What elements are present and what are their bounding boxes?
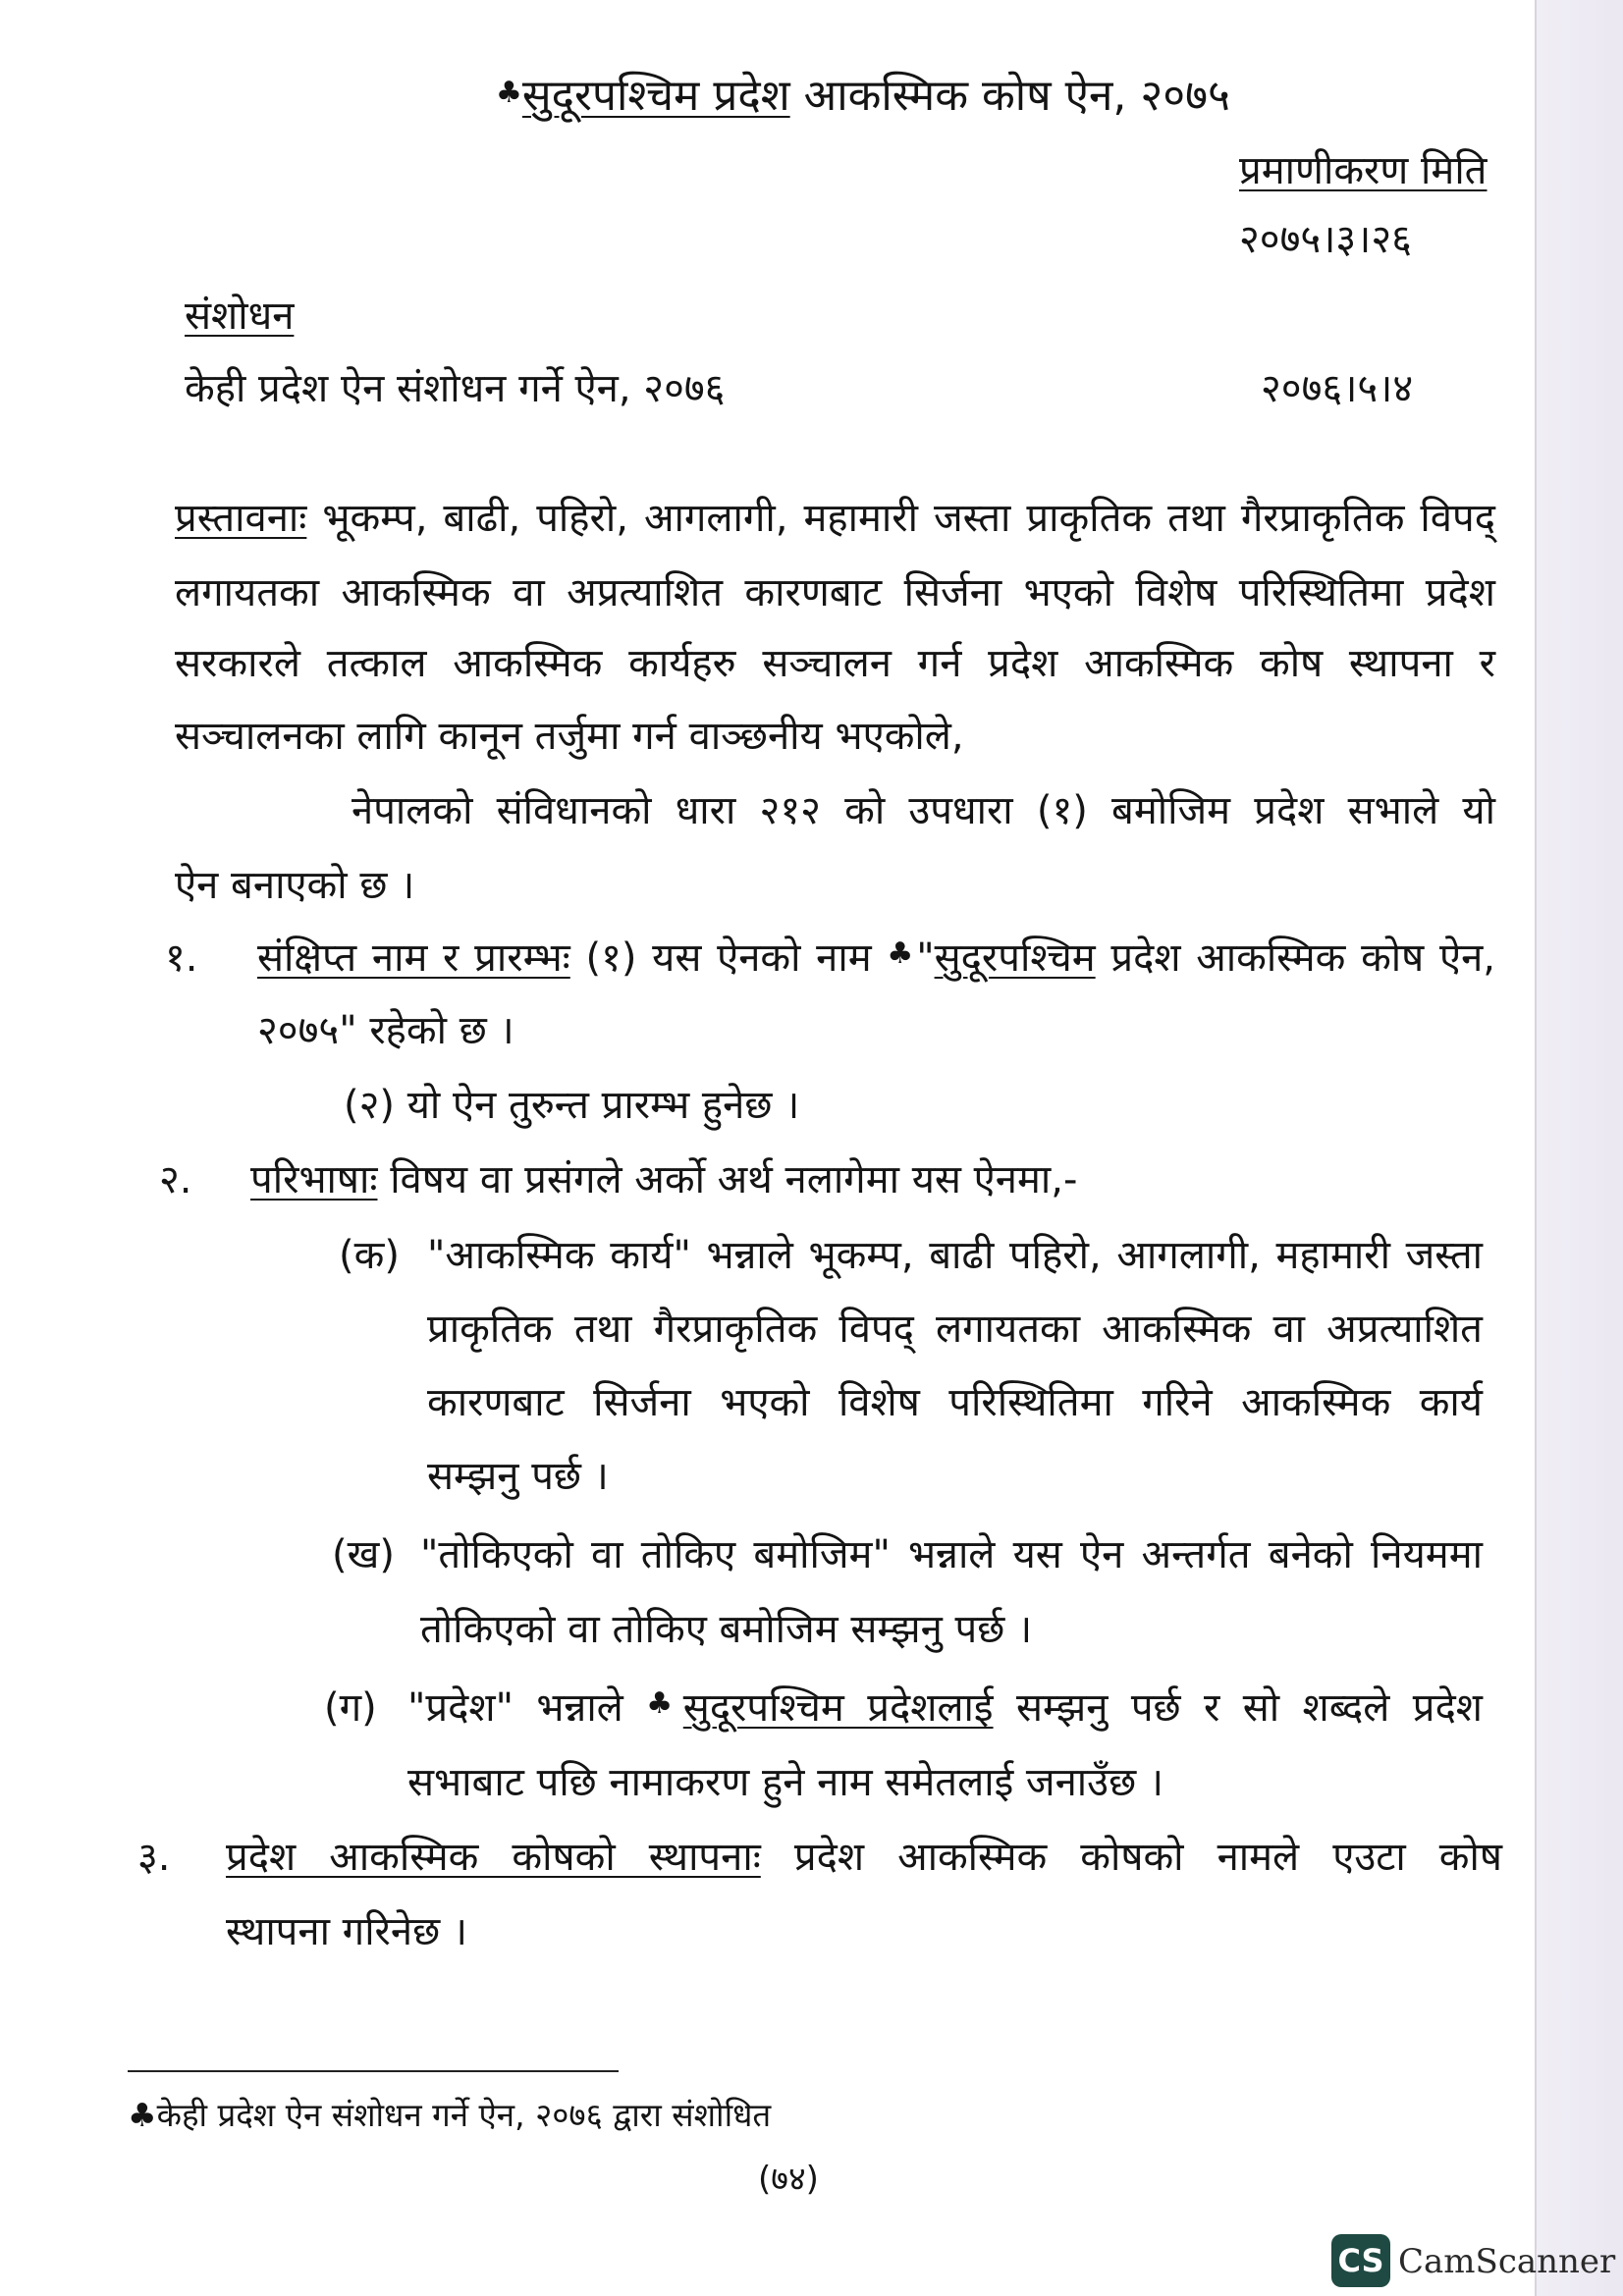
amendment-mark-icon: ♣ bbox=[496, 76, 522, 110]
amendment-mark-icon: ♣ bbox=[128, 2096, 157, 2134]
amendment-mark-icon: ♣ bbox=[887, 936, 917, 971]
authentication-date: २०७५।३।२६ bbox=[1239, 217, 1412, 262]
page-edge bbox=[1535, 0, 1623, 2296]
authentication-label: प्रमाणीकरण मिति bbox=[1239, 148, 1488, 193]
clause-ga-label: (ग) bbox=[324, 1685, 377, 1731]
clause-ka-line-3: कारणबाट सिर्जना भएको विशेष परिस्थितिमा गरिने आकस्मिक कार्य bbox=[427, 1380, 1483, 1425]
clause-ga-line-1: "प्रदेश" भन्नाले ♣सुदूरपश्चिम प्रदेशलाई सम्झनु पर्छ र सो शब्दले प्रदेश bbox=[407, 1685, 1484, 1731]
preamble-line-3: सरकारले तत्काल आकस्मिक कार्यहरु सञ्चालन गर्न प्रदेश आकस्मिक कोष स्थापना र bbox=[175, 641, 1495, 686]
amendment-mark-icon: ♣ bbox=[646, 1686, 683, 1721]
clause-kha-label: (ख) bbox=[332, 1532, 395, 1577]
clause-ga-line-2: सभाबाट पछि नामाकरण हुने नाम समेतलाई जनाउँछ । bbox=[407, 1760, 1164, 1805]
clause-ka-line-4: सम्झनु पर्छ । bbox=[427, 1454, 609, 1499]
section-2-intro: परिभाषाः विषय वा प्रसंगले अर्को अर्थ नलागेमा यस ऐनमा,- bbox=[250, 1157, 1078, 1202]
clause-kha-line-2: तोकिएको वा तोकिए बमोजिम सम्झनु पर्छ । bbox=[420, 1607, 1033, 1652]
preamble-label: प्रस्तावना bbox=[175, 496, 307, 541]
section-1-heading: संक्षिप्त नाम र प्रारम्भ bbox=[257, 935, 570, 981]
clause-ka-line-1: "आकस्मिक कार्य" भन्नाले भूकम्प, बाढी पहिरो, आगलागी, महामारी जस्ता bbox=[427, 1233, 1483, 1278]
section-1-number: १. bbox=[165, 935, 198, 981]
footnote-divider bbox=[128, 2070, 619, 2072]
amendment-heading: संशोधन bbox=[185, 294, 295, 339]
section-3-line-1: प्रदेश आकस्मिक कोषको स्थापनाः प्रदेश आकस्मिक कोषको नामले एउटा कोष bbox=[226, 1835, 1503, 1880]
section-2-number: २. bbox=[159, 1157, 192, 1202]
preamble-line-1: प्रस्तावनाः भूकम्प, बाढी, पहिरो, आगलागी, महामारी जस्ता प्राकृतिक तथा गैरप्राकृतिक विपद् bbox=[175, 496, 1495, 541]
section-3-heading: प्रदेश आकस्मिक कोषको स्थापना bbox=[226, 1835, 761, 1880]
enactment-line-2: ऐन बनाएको छ । bbox=[175, 863, 415, 908]
camscanner-logo-icon: CS bbox=[1331, 2234, 1390, 2287]
enactment-line-1: नेपालको संविधानको धारा २१२ को उपधारा (१) बमोजिम प्रदेश सभाले यो bbox=[352, 788, 1495, 833]
document-title: ♣सुदूरपश्चिम प्रदेश आकस्मिक कोष ऐन, २०७५ bbox=[496, 71, 1230, 121]
clause-kha-line-1: "तोकिएको वा तोकिए बमोजिम" भन्नाले यस ऐन अन्तर्गत बनेको नियममा bbox=[420, 1532, 1483, 1577]
preamble-line-2: लगायतका आकस्मिक वा अप्रत्याशित कारणबाट सिर्जना भएको विशेष परिस्थितिमा प्रदेश bbox=[175, 570, 1495, 615]
section-1-line-2: २०७५" रहेको छ । bbox=[257, 1008, 514, 1053]
amendment-act-name: केही प्रदेश ऐन संशोधन गर्ने ऐन, २०७६ bbox=[185, 366, 726, 411]
footnote: ♣केही प्रदेश ऐन संशोधन गर्ने ऐन, २०७६ द्वारा संशोधित bbox=[128, 2096, 772, 2134]
page-number: (७४) bbox=[758, 2160, 819, 2199]
amendment-act-date: २०७६।५।४ bbox=[1261, 366, 1414, 411]
section-1-subsection-2: (२) यो ऐन तुरुन्त प्रारम्भ हुनेछ । bbox=[344, 1083, 800, 1128]
camscanner-brand: CamScanner bbox=[1398, 2242, 1616, 2281]
section-1-line-1: संक्षिप्त नाम र प्रारम्भः (१) यस ऐनको नाम ♣"सुदूरपश्चिम प्रदेश आकस्मिक कोष ऐन, bbox=[257, 935, 1495, 981]
preamble-line-4: सञ्चालनका लागि कानून तर्जुमा गर्न वाञ्छनीय भएकोले, bbox=[175, 714, 964, 759]
section-3-line-2: स्थापना गरिनेछ । bbox=[226, 1909, 468, 1954]
section-2-heading: परिभाषा bbox=[250, 1157, 378, 1202]
clause-ka-line-2: प्राकृतिक तथा गैरप्राकृतिक विपद् लगायतका आकस्मिक वा अप्रत्याशित bbox=[427, 1307, 1483, 1352]
clause-ka-label: (क) bbox=[339, 1233, 400, 1278]
section-3-number: ३. bbox=[137, 1835, 171, 1880]
